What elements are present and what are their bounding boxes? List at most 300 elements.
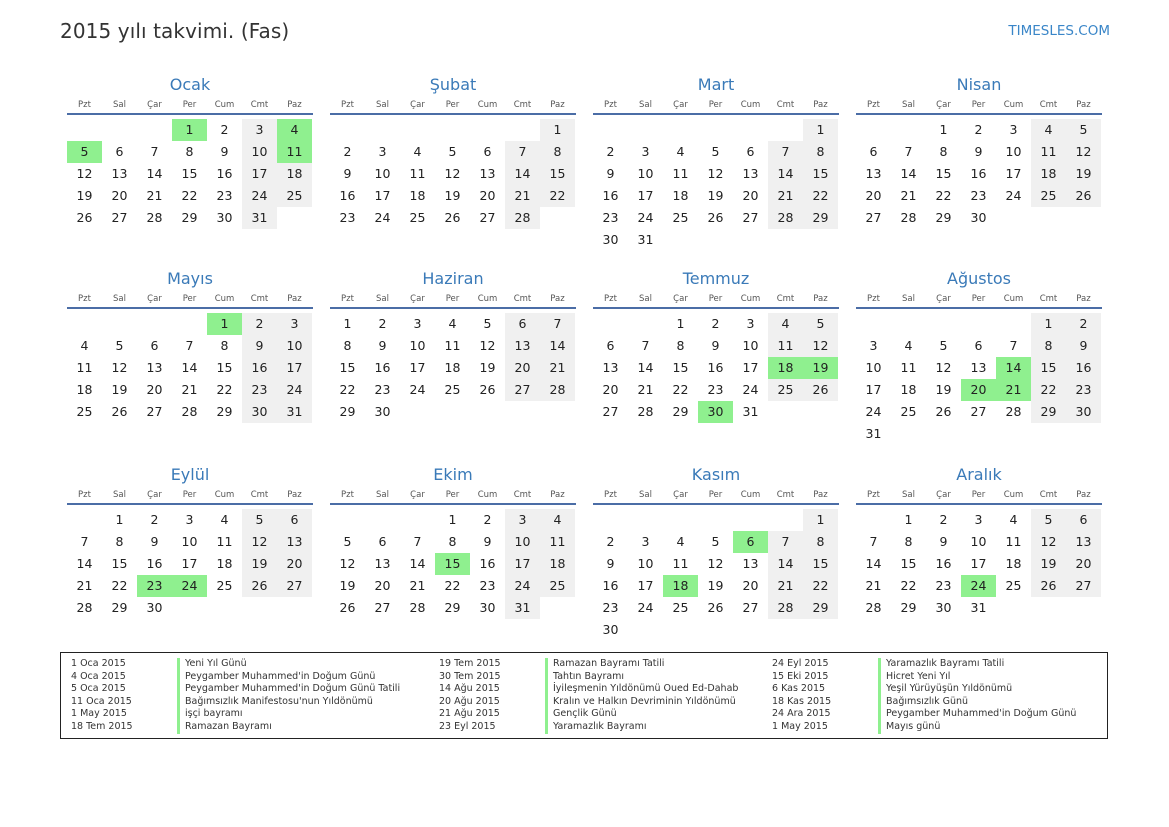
day-cell: 20 xyxy=(742,188,759,203)
days-grid xyxy=(593,119,838,251)
empty-cell xyxy=(926,313,961,335)
day-cell: 14 xyxy=(540,335,575,357)
weekday-label: Sal xyxy=(113,294,126,304)
day-cell: 9 xyxy=(1066,335,1101,357)
holiday-row xyxy=(61,671,400,684)
days-grid xyxy=(593,509,838,641)
holiday-name: Yaramazlık Bayramı xyxy=(545,721,647,734)
weekday-label: Çar xyxy=(936,294,951,304)
weekday-label: Per xyxy=(182,294,197,304)
day-cell: 20 xyxy=(374,578,391,593)
day-cell: 12 xyxy=(1066,141,1101,163)
day-cell: 17 xyxy=(409,360,426,375)
day-cell: 25 xyxy=(277,185,312,207)
weekday-label: Pzt xyxy=(867,294,880,304)
empty-cell xyxy=(435,119,470,141)
holiday-day-cell: 14 xyxy=(996,357,1031,379)
day-cell: 15 xyxy=(216,360,233,375)
month-block xyxy=(67,74,313,229)
day-cell: 19 xyxy=(707,578,724,593)
day-cell: 24 xyxy=(505,575,540,597)
empty-cell xyxy=(593,509,628,531)
day-cell: 15 xyxy=(900,556,917,571)
month-name: Mayıs xyxy=(167,269,213,288)
day-cell: 21 xyxy=(146,188,163,203)
day-cell: 4 xyxy=(540,509,575,531)
day-cell: 22 xyxy=(181,188,198,203)
day-cell: 14 xyxy=(146,166,163,181)
weekday-label: Cmt xyxy=(250,490,269,500)
weekday-header xyxy=(67,292,313,309)
day-cell: 15 xyxy=(935,166,952,181)
holiday-list xyxy=(60,652,1108,739)
holiday-date: 6 Kas 2015 xyxy=(772,683,826,695)
day-cell: 19 xyxy=(111,382,128,397)
day-cell: 6 xyxy=(746,144,755,159)
empty-cell xyxy=(733,119,768,141)
weekday-label: Per xyxy=(708,294,723,304)
day-cell: 12 xyxy=(1031,531,1066,553)
day-cell: 10 xyxy=(374,166,391,181)
day-cell: 19 xyxy=(76,188,93,203)
day-cell: 8 xyxy=(220,338,229,353)
weekday-label: Paz xyxy=(1076,490,1091,500)
month-block xyxy=(330,268,576,423)
day-cell: 16 xyxy=(242,357,277,379)
day-cell: 4 xyxy=(448,316,457,331)
day-cell: 16 xyxy=(602,578,619,593)
day-cell: 28 xyxy=(146,210,163,225)
day-cell: 29 xyxy=(672,404,689,419)
month-name: Aralık xyxy=(956,465,1002,484)
day-cell: 29 xyxy=(444,600,461,615)
day-cell: 26 xyxy=(1066,185,1101,207)
day-cell: 8 xyxy=(904,534,913,549)
weekday-label: Pzt xyxy=(341,100,354,110)
weekday-label: Pzt xyxy=(867,490,880,500)
day-cell: 9 xyxy=(150,534,159,549)
weekday-label: Per xyxy=(708,490,723,500)
day-cell: 16 xyxy=(970,166,987,181)
weekday-header xyxy=(330,98,576,115)
day-cell: 29 xyxy=(1031,401,1066,423)
day-cell: 24 xyxy=(637,210,654,225)
day-cell: 19 xyxy=(707,188,724,203)
day-cell: 3 xyxy=(378,144,387,159)
empty-cell xyxy=(67,509,102,531)
month-block xyxy=(593,74,839,251)
day-cell: 3 xyxy=(641,144,650,159)
day-cell: 18 xyxy=(672,188,689,203)
day-cell: 16 xyxy=(339,188,356,203)
day-cell: 10 xyxy=(277,335,312,357)
day-cell: 23 xyxy=(216,188,233,203)
day-cell: 23 xyxy=(374,382,391,397)
day-cell: 27 xyxy=(742,210,759,225)
day-cell: 3 xyxy=(242,119,277,141)
day-cell: 24 xyxy=(1005,188,1022,203)
empty-cell xyxy=(593,313,628,335)
weekday-label: Paz xyxy=(550,294,565,304)
day-cell: 25 xyxy=(672,600,689,615)
weekday-label: Per xyxy=(445,490,460,500)
day-cell: 31 xyxy=(970,600,987,615)
day-cell: 4 xyxy=(220,512,229,527)
weekday-header xyxy=(330,488,576,505)
day-cell: 20 xyxy=(111,188,128,203)
day-cell: 9 xyxy=(974,144,983,159)
day-cell: 19 xyxy=(444,188,461,203)
day-cell: 28 xyxy=(768,207,803,229)
day-cell: 11 xyxy=(768,335,803,357)
empty-cell xyxy=(137,313,172,335)
day-cell: 17 xyxy=(970,556,987,571)
holiday-date: 21 Ağu 2015 xyxy=(439,708,500,720)
day-cell: 19 xyxy=(1066,163,1101,185)
days-grid xyxy=(593,313,838,423)
weekday-label: Cmt xyxy=(776,100,795,110)
day-cell: 27 xyxy=(111,210,128,225)
month-name: Nisan xyxy=(956,75,1002,94)
day-cell: 27 xyxy=(277,575,312,597)
month-name: Mart xyxy=(697,75,735,94)
weekday-label: Çar xyxy=(147,490,162,500)
day-cell: 13 xyxy=(505,335,540,357)
holiday-name: Bağımsızlık Manifestosu'nun Yıldönümü xyxy=(177,696,373,709)
weekday-label: Pzt xyxy=(867,100,880,110)
day-cell: 24 xyxy=(409,382,426,397)
month-block xyxy=(593,268,839,423)
day-cell: 28 xyxy=(865,600,882,615)
day-cell: 6 xyxy=(974,338,983,353)
day-cell: 25 xyxy=(768,379,803,401)
day-cell: 29 xyxy=(935,210,952,225)
weekday-header xyxy=(593,488,839,505)
day-cell: 24 xyxy=(742,382,759,397)
day-cell: 2 xyxy=(939,512,948,527)
day-cell: 24 xyxy=(277,379,312,401)
holiday-name: Kralın ve Halkın Devriminin Yıldönümü xyxy=(545,696,736,709)
weekday-label: Cum xyxy=(740,100,761,110)
day-cell: 12 xyxy=(707,166,724,181)
day-cell: 17 xyxy=(1005,166,1022,181)
day-cell: 5 xyxy=(242,509,277,531)
weekday-label: Pzt xyxy=(341,294,354,304)
empty-cell xyxy=(470,119,505,141)
weekday-label: Cum xyxy=(477,100,498,110)
day-cell: 26 xyxy=(479,382,496,397)
empty-cell xyxy=(330,119,365,141)
day-cell: 30 xyxy=(216,210,233,225)
day-cell: 21 xyxy=(540,357,575,379)
weekday-label: Cum xyxy=(214,294,235,304)
day-cell: 12 xyxy=(444,166,461,181)
day-cell: 10 xyxy=(242,141,277,163)
empty-cell xyxy=(698,509,733,531)
day-cell: 3 xyxy=(641,534,650,549)
day-cell: 11 xyxy=(1005,534,1022,549)
day-cell: 22 xyxy=(339,382,356,397)
day-cell: 6 xyxy=(277,509,312,531)
weekday-label: Paz xyxy=(813,294,828,304)
day-cell: 27 xyxy=(505,379,540,401)
site-link[interactable]: TIMESLES.COM xyxy=(1008,23,1110,39)
empty-cell xyxy=(856,313,891,335)
weekday-label: Çar xyxy=(673,490,688,500)
empty-cell xyxy=(663,509,698,531)
weekday-header xyxy=(593,292,839,309)
holiday-row xyxy=(429,696,738,709)
weekday-label: Pzt xyxy=(604,294,617,304)
day-cell: 4 xyxy=(1009,512,1018,527)
day-cell: 6 xyxy=(606,338,615,353)
month-block xyxy=(856,464,1102,619)
holiday-row xyxy=(61,658,400,671)
holiday-day-cell: 11 xyxy=(277,141,312,163)
weekday-label: Pzt xyxy=(78,490,91,500)
weekday-label: Per xyxy=(708,100,723,110)
day-cell: 18 xyxy=(540,553,575,575)
day-cell: 11 xyxy=(1031,141,1066,163)
month-block xyxy=(856,74,1102,229)
day-cell: 3 xyxy=(869,338,878,353)
day-cell: 14 xyxy=(505,163,540,185)
day-cell: 16 xyxy=(216,166,233,181)
holiday-name: işçi bayramı xyxy=(177,708,243,721)
holiday-date: 24 Eyl 2015 xyxy=(772,658,829,669)
day-cell: 18 xyxy=(409,188,426,203)
weekday-header xyxy=(330,292,576,309)
weekday-label: Cmt xyxy=(250,100,269,110)
month-block xyxy=(856,268,1102,445)
day-cell: 20 xyxy=(479,188,496,203)
holiday-name: Ramazan Bayramı xyxy=(177,721,272,734)
day-cell: 15 xyxy=(803,163,838,185)
day-cell: 28 xyxy=(76,600,93,615)
weekday-label: Pzt xyxy=(341,490,354,500)
day-cell: 27 xyxy=(602,404,619,419)
day-cell: 30 xyxy=(935,600,952,615)
weekday-label: Cum xyxy=(477,294,498,304)
day-cell: 7 xyxy=(413,534,422,549)
weekday-label: Cmt xyxy=(776,490,795,500)
empty-cell xyxy=(856,509,891,531)
day-cell: 2 xyxy=(606,144,615,159)
holiday-date: 4 Oca 2015 xyxy=(71,670,126,682)
weekday-label: Cmt xyxy=(1039,100,1058,110)
holiday-row xyxy=(429,658,738,671)
holiday-row xyxy=(762,683,1076,696)
holiday-date: 19 Tem 2015 xyxy=(439,658,501,669)
day-cell: 29 xyxy=(111,600,128,615)
weekday-label: Per xyxy=(971,100,986,110)
days-grid xyxy=(856,509,1101,619)
day-cell: 26 xyxy=(339,600,356,615)
day-cell: 22 xyxy=(803,575,838,597)
empty-cell xyxy=(365,119,400,141)
day-cell: 1 xyxy=(939,122,948,137)
day-cell: 12 xyxy=(479,338,496,353)
holiday-name: İyileşmenin Yıldönümü Oued Ed-Dahab xyxy=(545,683,738,696)
day-cell: 22 xyxy=(111,578,128,593)
day-cell: 9 xyxy=(343,166,352,181)
day-cell: 31 xyxy=(742,404,759,419)
day-cell: 12 xyxy=(111,360,128,375)
day-cell: 3 xyxy=(505,509,540,531)
holiday-day-cell: 5 xyxy=(67,141,102,163)
day-cell: 7 xyxy=(768,531,803,553)
empty-cell xyxy=(67,313,102,335)
weekday-label: Per xyxy=(182,490,197,500)
day-cell: 1 xyxy=(803,119,838,141)
holiday-day-cell: 20 xyxy=(961,379,996,401)
empty-cell xyxy=(102,119,137,141)
day-cell: 7 xyxy=(1009,338,1018,353)
holiday-name: Yaramazlık Bayramı Tatili xyxy=(878,658,1004,671)
month-name: Ağustos xyxy=(947,269,1011,288)
weekday-label: Çar xyxy=(410,100,425,110)
empty-cell xyxy=(330,509,365,531)
day-cell: 9 xyxy=(378,338,387,353)
day-cell: 11 xyxy=(216,534,233,549)
day-cell: 4 xyxy=(904,338,913,353)
day-cell: 16 xyxy=(374,360,391,375)
day-cell: 21 xyxy=(181,382,198,397)
weekday-label: Çar xyxy=(673,294,688,304)
day-cell: 20 xyxy=(742,578,759,593)
month-name: Kasım xyxy=(691,465,741,484)
weekday-label: Pzt xyxy=(78,294,91,304)
holiday-name: Peygamber Muhammed'in Doğum Günü Tatili xyxy=(177,683,400,696)
weekday-label: Paz xyxy=(287,100,302,110)
day-cell: 21 xyxy=(505,185,540,207)
day-cell: 30 xyxy=(479,600,496,615)
day-cell: 8 xyxy=(803,141,838,163)
holiday-row xyxy=(61,696,400,709)
day-cell: 18 xyxy=(1005,556,1022,571)
day-cell: 21 xyxy=(768,575,803,597)
day-cell: 18 xyxy=(444,360,461,375)
weekday-label: Cum xyxy=(214,100,235,110)
day-cell: 17 xyxy=(637,188,654,203)
day-cell: 8 xyxy=(676,338,685,353)
day-cell: 23 xyxy=(339,210,356,225)
holiday-day-cell: 18 xyxy=(768,357,803,379)
day-cell: 7 xyxy=(150,144,159,159)
day-cell: 27 xyxy=(374,600,391,615)
weekday-label: Per xyxy=(445,294,460,304)
day-cell: 4 xyxy=(413,144,422,159)
day-cell: 18 xyxy=(277,163,312,185)
day-cell: 25 xyxy=(76,404,93,419)
month-name: Ekim xyxy=(433,465,473,484)
day-cell: 21 xyxy=(900,188,917,203)
month-name: Şubat xyxy=(429,75,477,94)
page-title: 2015 yılı takvimi. (Fas) xyxy=(60,19,290,43)
day-cell: 24 xyxy=(242,185,277,207)
day-cell: 21 xyxy=(865,578,882,593)
day-cell: 14 xyxy=(181,360,198,375)
empty-cell xyxy=(996,313,1031,335)
day-cell: 26 xyxy=(1031,575,1066,597)
days-grid xyxy=(856,313,1101,445)
day-cell: 13 xyxy=(742,556,759,571)
day-cell: 26 xyxy=(935,404,952,419)
day-cell: 14 xyxy=(865,556,882,571)
day-cell: 6 xyxy=(378,534,387,549)
days-grid xyxy=(67,119,312,229)
days-grid xyxy=(330,509,575,619)
days-grid xyxy=(330,313,575,423)
day-cell: 23 xyxy=(935,578,952,593)
day-cell: 13 xyxy=(970,360,987,375)
month-block xyxy=(330,464,576,619)
holiday-day-cell: 19 xyxy=(803,357,838,379)
holiday-row xyxy=(429,721,738,734)
holiday-day-cell: 23 xyxy=(137,575,172,597)
weekday-header xyxy=(856,488,1102,505)
day-cell: 14 xyxy=(768,553,803,575)
empty-cell xyxy=(663,119,698,141)
day-cell: 3 xyxy=(974,512,983,527)
day-cell: 1 xyxy=(904,512,913,527)
days-grid xyxy=(330,119,575,229)
day-cell: 2 xyxy=(242,313,277,335)
day-cell: 25 xyxy=(900,404,917,419)
weekday-label: Per xyxy=(182,100,197,110)
day-cell: 26 xyxy=(707,210,724,225)
day-cell: 27 xyxy=(865,210,882,225)
day-cell: 22 xyxy=(540,185,575,207)
holiday-row xyxy=(61,721,400,734)
holiday-name: Mayıs günü xyxy=(878,721,940,734)
day-cell: 5 xyxy=(343,534,352,549)
holiday-date: 1 Oca 2015 xyxy=(71,658,126,669)
day-cell: 2 xyxy=(483,512,492,527)
day-cell: 7 xyxy=(904,144,913,159)
holiday-day-cell: 21 xyxy=(996,379,1031,401)
weekday-label: Çar xyxy=(936,100,951,110)
holiday-date: 1 May 2015 xyxy=(772,720,828,732)
day-cell: 7 xyxy=(185,338,194,353)
empty-cell xyxy=(891,313,926,335)
day-cell: 10 xyxy=(742,338,759,353)
day-cell: 31 xyxy=(277,401,312,423)
month-name: Ocak xyxy=(169,75,211,94)
weekday-label: Sal xyxy=(902,490,915,500)
day-cell: 13 xyxy=(602,360,619,375)
day-cell: 11 xyxy=(672,556,689,571)
day-cell: 21 xyxy=(637,382,654,397)
day-cell: 12 xyxy=(935,360,952,375)
day-cell: 20 xyxy=(602,382,619,397)
day-cell: 7 xyxy=(641,338,650,353)
day-cell: 9 xyxy=(606,556,615,571)
holiday-row xyxy=(61,683,400,696)
day-cell: 17 xyxy=(181,556,198,571)
day-cell: 8 xyxy=(343,338,352,353)
day-cell: 17 xyxy=(637,578,654,593)
holiday-column xyxy=(61,658,400,734)
month-block xyxy=(67,464,313,619)
weekday-label: Cmt xyxy=(1039,294,1058,304)
holiday-date: 23 Eyl 2015 xyxy=(439,720,496,732)
holiday-day-cell: 4 xyxy=(277,119,312,141)
day-cell: 26 xyxy=(111,404,128,419)
weekday-label: Sal xyxy=(639,294,652,304)
day-cell: 29 xyxy=(803,597,838,619)
holiday-date: 18 Tem 2015 xyxy=(71,720,133,732)
